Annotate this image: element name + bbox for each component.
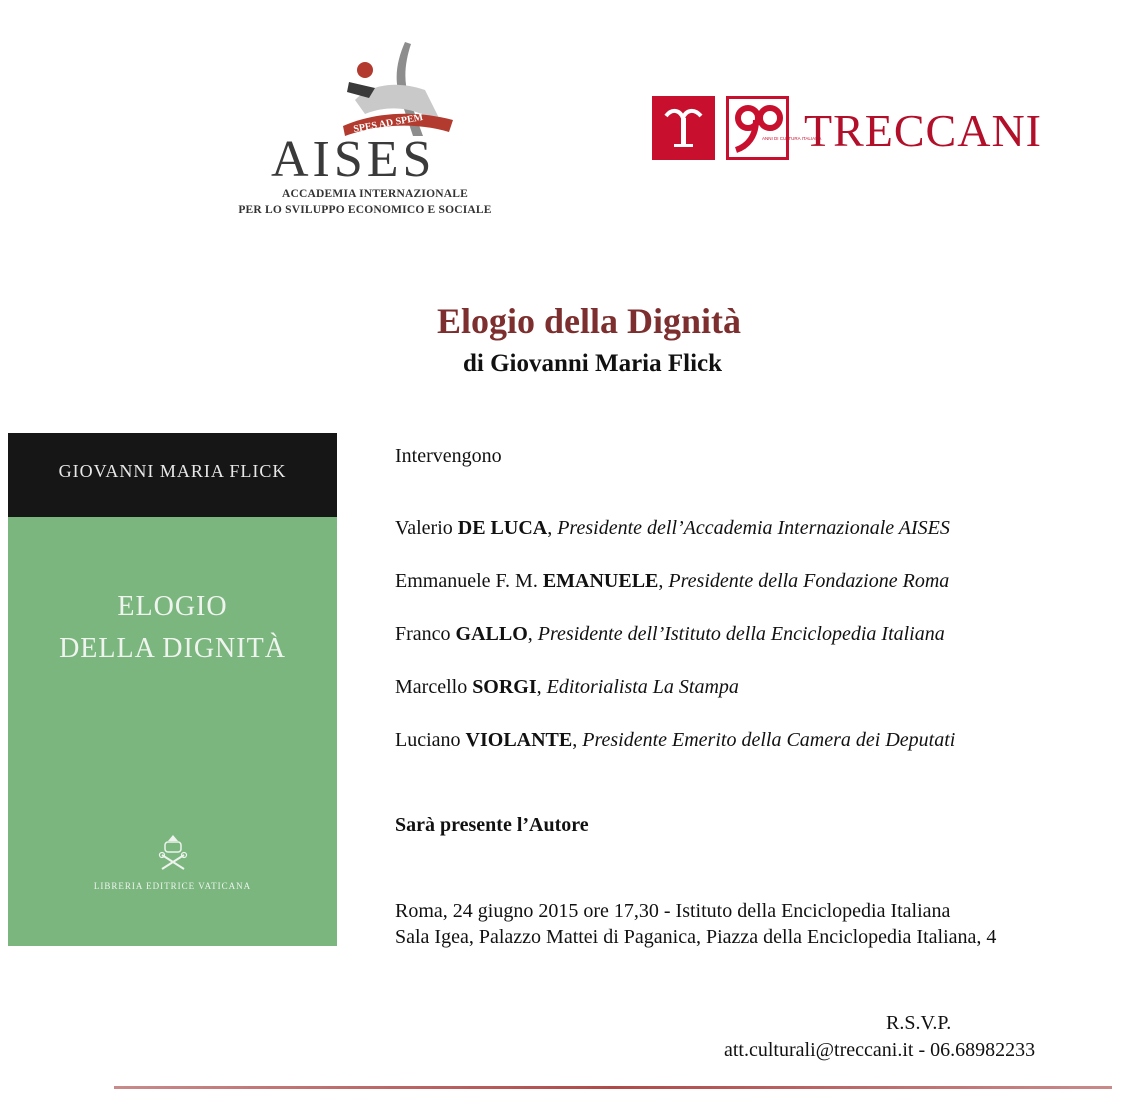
speaker-row: Emmanuele F. M. EMANUELE, Presidente della Fondazione Roma (395, 570, 950, 592)
treccani-monogram-icon (652, 96, 715, 160)
speakers-intro: Intervengono (395, 445, 502, 467)
book-title-line2: DELLA DIGNITÀ (59, 633, 286, 664)
event-title: Elogio della Dignità (437, 301, 742, 341)
book-cover (8, 433, 337, 946)
speaker-last-name: DE LUCA (457, 517, 548, 539)
speaker-last-name: GALLO (455, 623, 528, 645)
speaker-role: Editorialista La Stampa (546, 676, 739, 698)
speaker-role: Presidente dell’Accademia Internazionale AISES (557, 517, 950, 539)
author-presence-note: Sarà presente l’Autore (395, 814, 589, 836)
aises-subtitle-line1: ACCADEMIA INTERNAZIONALE (282, 188, 468, 200)
speaker-first-name: Valerio (395, 517, 453, 539)
treccani-logo (652, 96, 1042, 162)
speaker-first-name: Luciano (395, 729, 461, 751)
venue-line2: Sala Igea, Palazzo Mattei di Paganica, Piazza della Enciclopedia Italiana, 4 (395, 926, 997, 948)
treccani-badge-text: ANNI DI CULTURA ITALIANA (762, 136, 822, 141)
speaker-first-name: Emmanuele F. M. (395, 570, 538, 592)
speaker-role: Presidente Emerito della Camera dei Deputati (582, 729, 956, 751)
speaker-role: Presidente dell’Istituto della Enciclopedia Italiana (537, 623, 945, 645)
speaker-first-name: Franco (395, 623, 451, 645)
speaker-row: Marcello SORGI, Editorialista La Stampa (395, 676, 739, 698)
speaker-last-name: VIOLANTE (465, 729, 573, 751)
rsvp-label: R.S.V.P. (886, 1012, 952, 1034)
treccani-90-badge-icon (726, 96, 822, 160)
speaker-role: Presidente della Fondazione Roma (668, 570, 950, 592)
aises-logo (215, 40, 515, 220)
speaker-last-name: SORGI (472, 676, 537, 698)
speaker-row: Valerio DE LUCA, Presidente dell’Accademia Internazionale AISES (395, 517, 950, 539)
venue-line1: Roma, 24 giugno 2015 ore 17,30 - Istituto della Enciclopedia Italiana (395, 900, 951, 922)
rsvp-contact: att.culturali@treccani.it - 06.68982233 (724, 1039, 1036, 1061)
book-title-line1: ELOGIO (117, 591, 228, 622)
book-author: GIOVANNI MARIA FLICK (58, 461, 287, 481)
aises-motto: SPES AD SPEM (352, 111, 424, 136)
speaker-last-name: EMANUELE (542, 570, 659, 592)
speaker-row: Luciano VIOLANTE, Presidente Emerito della Camera dei Deputati (395, 729, 956, 751)
event-subtitle: di Giovanni Maria Flick (463, 350, 723, 377)
speaker-row: Franco GALLO, Presidente dell’Istituto della Enciclopedia Italiana (395, 623, 945, 645)
aises-name: AISES (271, 131, 436, 188)
vatican-crest-icon (156, 833, 190, 873)
treccani-name: TRECCANI (804, 105, 1042, 156)
footer-divider (114, 1086, 1112, 1089)
book-publisher: LIBRERIA EDITRICE VATICANA (93, 881, 252, 891)
aises-subtitle-line2: PER LO SVILUPPO ECONOMICO E SOCIALE (238, 204, 492, 216)
speaker-first-name: Marcello (395, 676, 468, 698)
